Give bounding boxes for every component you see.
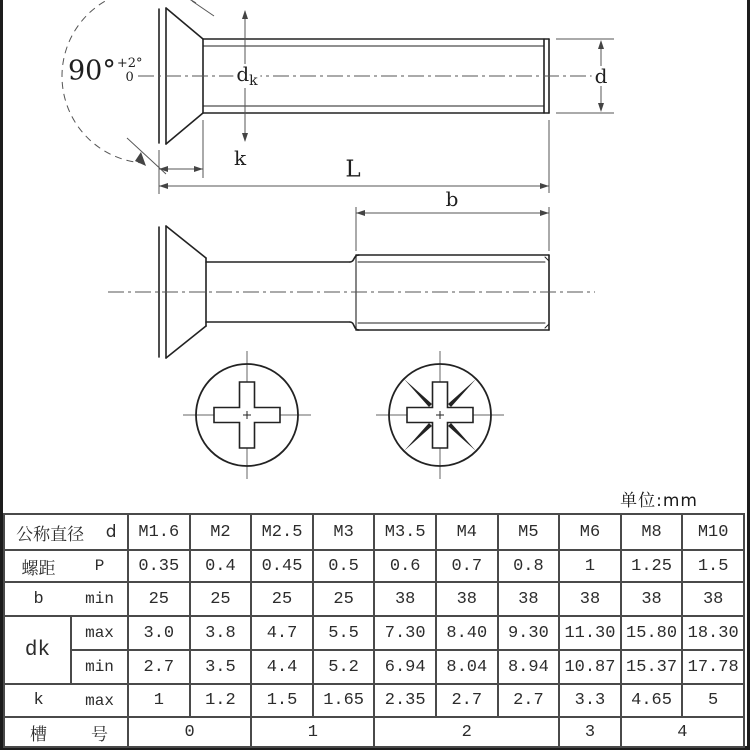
table-cell: M3 [313,514,375,550]
table-cell: 1.5 [251,684,313,717]
table-cell: 25 [128,582,190,616]
table-cell: 11.30 [559,616,621,650]
k-dimension-label: k [233,146,247,170]
recess-group-cell: 4 [621,717,744,747]
row-nominal-diameter [4,514,744,550]
table-cell: 0.45 [251,550,313,582]
recess-group-cell: 2 [374,717,559,747]
table-cell: 5 [682,684,744,717]
table-cell: 0.8 [498,550,560,582]
table-cell: M10 [682,514,744,550]
table-cell: 1.2 [190,684,252,717]
table-cell: 38 [621,582,683,616]
table-cell: 0.4 [190,550,252,582]
b-dimension-label: b [445,187,459,211]
row-header-diameter: 公称直径 d [4,514,128,550]
row-k-max [4,684,744,717]
table-cell: 8.94 [498,650,560,684]
table-cell: M2 [190,514,252,550]
table-cell: M8 [621,514,683,550]
table-cell: 38 [682,582,744,616]
table-cell: 10.87 [559,650,621,684]
head-angle-dimension [68,57,143,86]
table-cell: 25 [190,582,252,616]
table-cell: 17.78 [682,650,744,684]
table-cell: 1 [559,550,621,582]
table-cell: 3.5 [190,650,252,684]
table-cell: 8.04 [436,650,498,684]
row-dk-min [4,650,744,684]
table-cell: 4.65 [621,684,683,717]
row-header-recess: 槽 号 [4,717,128,747]
table-cell: 2.7 [436,684,498,717]
table-cell: 1 [128,684,190,717]
table-cell: 3.0 [128,616,190,650]
L-dimension-label: L [345,156,361,183]
table-cell: 2.7 [128,650,190,684]
table-cell: 2.35 [374,684,436,717]
table-cell: 6.94 [374,650,436,684]
table-cell: 1.65 [313,684,375,717]
dimension-table [3,513,745,748]
row-b-min [4,582,744,616]
pozidriv-recess-view [376,351,504,479]
table-cell: 2.7 [498,684,560,717]
angle-upper-tolerance: +2° [116,56,143,71]
table-cell: M2.5 [251,514,313,550]
row-header-b: b min [4,582,128,616]
table-cell: 15.80 [621,616,683,650]
angle-value: 90° [68,55,116,87]
row-header-k: k max [4,684,128,717]
table-cell: 18.30 [682,616,744,650]
table-cell: 5.5 [313,616,375,650]
table-cell: 38 [559,582,621,616]
table-cell: 4.4 [251,650,313,684]
unit-label: 单位:mm [620,491,698,511]
recess-group-cell: 0 [128,717,251,747]
dk-max-label: max [71,616,128,650]
table-cell: 3.8 [190,616,252,650]
table-cell: 9.30 [498,616,560,650]
table-cell: 0.5 [313,550,375,582]
d-dimension-label: d [592,66,611,86]
table-cell: 4.7 [251,616,313,650]
table-cell: 0.7 [436,550,498,582]
phillips-recess-view [183,351,311,479]
table-cell: 38 [436,582,498,616]
row-dk-max [4,616,744,650]
table-cell: 25 [251,582,313,616]
table-cell: 3.3 [559,684,621,717]
row-header-pitch: 螺距 P [4,550,128,582]
table-cell: 25 [313,582,375,616]
recess-group-cell: 3 [559,717,621,747]
table-cell: 0.6 [374,550,436,582]
table-cell: 38 [374,582,436,616]
row-header-dk: dk [4,616,71,684]
table-cell: 7.30 [374,616,436,650]
table-cell: 0.35 [128,550,190,582]
recess-group-cell: 1 [251,717,374,747]
table-cell: M1.6 [128,514,190,550]
table-cell: 38 [498,582,560,616]
table-cell: M3.5 [374,514,436,550]
dk-dimension-label: $d_k$ [233,64,260,88]
row-recess-number [4,717,744,747]
table-cell: 15.37 [621,650,683,684]
table-cell: 8.40 [436,616,498,650]
table-cell: 5.2 [313,650,375,684]
table-cell: M5 [498,514,560,550]
angle-lower-tolerance: 0 [125,70,134,86]
table-cell: 1.5 [682,550,744,582]
table-cell: M4 [436,514,498,550]
table-cell: 1.25 [621,550,683,582]
dk-min-label: min [71,650,128,684]
table-cell: M6 [559,514,621,550]
row-pitch [4,550,744,582]
